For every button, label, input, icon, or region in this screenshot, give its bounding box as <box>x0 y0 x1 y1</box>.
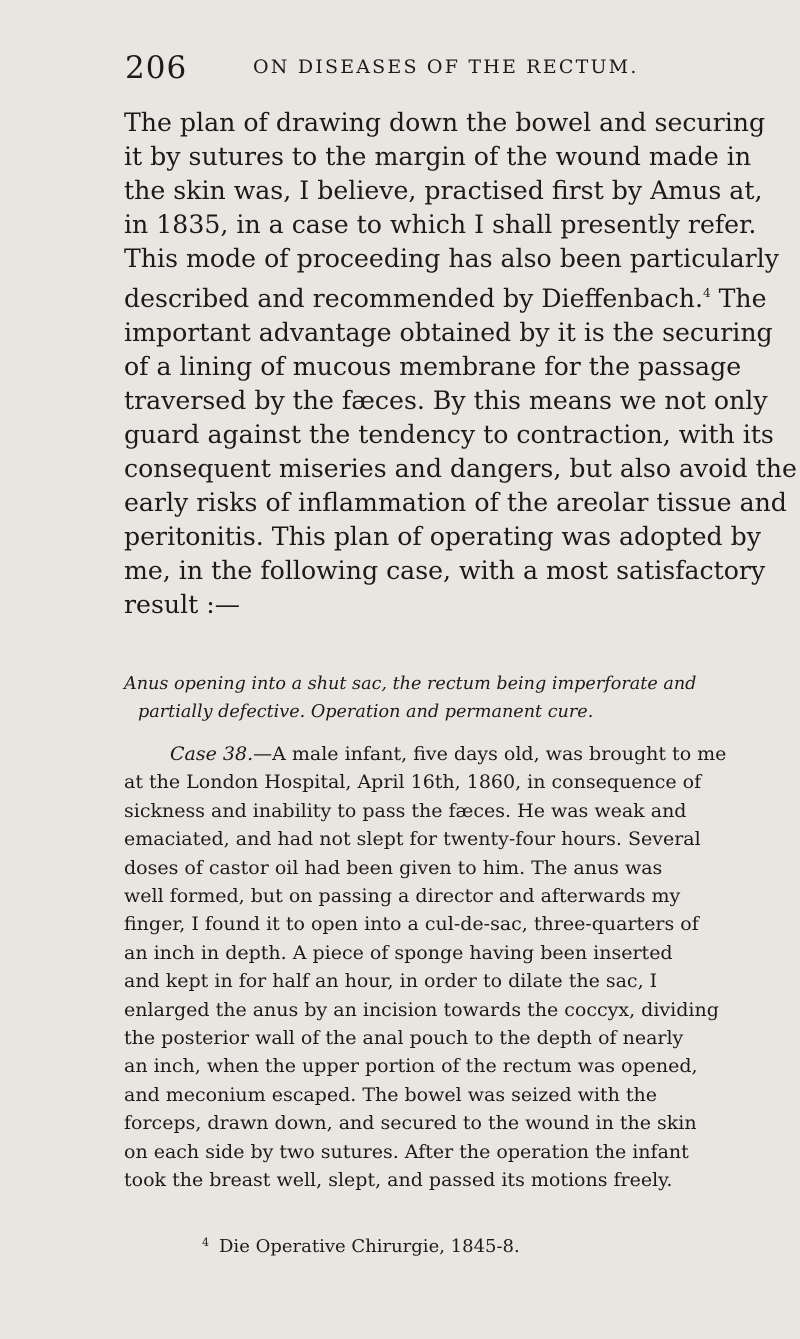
paragraph-line: of a lining of mucous membrane for the passage <box>124 352 742 381</box>
paragraph-line: traversed by the fæces. By this means we not only <box>124 386 768 415</box>
case-line: at the London Hospital, April 16th, 1860, in consequence of <box>124 771 702 794</box>
footnote-mark: 4 <box>202 1236 209 1249</box>
case-line: sickness and inability to pass the fæces. He was weak and <box>124 799 687 822</box>
case-line: on each side by two sutures. After the operation the infant <box>124 1140 689 1163</box>
paragraph-line: important advantage obtained by it is the securing <box>124 318 773 347</box>
footnote-reference: 4 <box>702 286 711 300</box>
case-heading-line: Anus opening into a shut sac, the rectum being imperforate and <box>124 674 697 694</box>
case-heading <box>124 670 744 726</box>
case-line: forceps, drawn down, and secured to the wound in the skin <box>124 1112 697 1135</box>
running-head <box>125 50 745 86</box>
case-line: emaciated, and had not slept for twenty-four hours. Several <box>124 828 701 851</box>
case-first-line <box>124 740 744 768</box>
case-line: an inch, when the upper portion of the rectum was opened, <box>124 1055 698 1078</box>
case-first-line-text: —A male infant, five days old, was brought to me <box>253 743 727 765</box>
paragraph-line <box>124 276 767 316</box>
paragraph-line: This mode of proceeding has also been particularly <box>124 244 779 273</box>
paragraph-line: result :— <box>124 590 240 619</box>
paragraph-line-text: described and recommended by Dieffenbach. <box>124 284 703 313</box>
paragraph-line: it by sutures to the margin of the wound made in <box>124 142 752 171</box>
paragraph-line: in 1835, in a case to which I shall presently refer. <box>124 210 757 239</box>
case-line: enlarged the anus by an incision towards the coccyx, dividing <box>124 998 719 1021</box>
case-line: an inch in depth. A piece of sponge having been inserted <box>124 941 673 964</box>
case-line: and kept in for half an hour, in order to dilate the sac, I <box>124 970 658 993</box>
paragraph-line-tail: The <box>710 284 767 313</box>
paragraph-line: early risks of inflammation of the areolar tissue and <box>124 488 787 517</box>
main-paragraph <box>124 106 797 622</box>
paragraph-line: me, in the following case, with a most satisfactory <box>124 556 766 585</box>
paragraph-line: The plan of drawing down the bowel and securing <box>124 108 766 137</box>
footnote <box>202 1236 520 1257</box>
case-heading-line: partially defective. Operation and permanent cure. <box>138 702 594 722</box>
case-line: finger, I found it to open into a cul-de-sac, three-quarters of <box>124 913 699 936</box>
case-label: Case 38. <box>170 743 254 765</box>
case-report <box>124 740 744 1195</box>
running-title: ON DISEASES OF THE RECTUM. <box>253 56 639 78</box>
paragraph-line: guard against the tendency to contraction, with its <box>124 420 774 449</box>
case-line: doses of castor oil had been given to him. The anus was <box>124 856 663 879</box>
case-line: well formed, but on passing a director and afterwards my <box>124 885 681 908</box>
paragraph-line: the skin was, I believe, practised first by Amus at, <box>124 176 763 205</box>
case-line: took the breast well, slept, and passed its motions freely. <box>124 1169 673 1192</box>
case-line: and meconium escaped. The bowel was seized with the <box>124 1083 658 1106</box>
paragraph-line: consequent miseries and dangers, but also avoid the <box>124 454 797 483</box>
paragraph-line: peritonitis. This plan of operating was adopted by <box>124 522 761 551</box>
case-line: the posterior wall of the anal pouch to the depth of nearly <box>124 1027 684 1050</box>
footnote-text: Die Operative Chirurgie, 1845-8. <box>219 1236 520 1257</box>
page-number: 206 <box>125 50 188 86</box>
